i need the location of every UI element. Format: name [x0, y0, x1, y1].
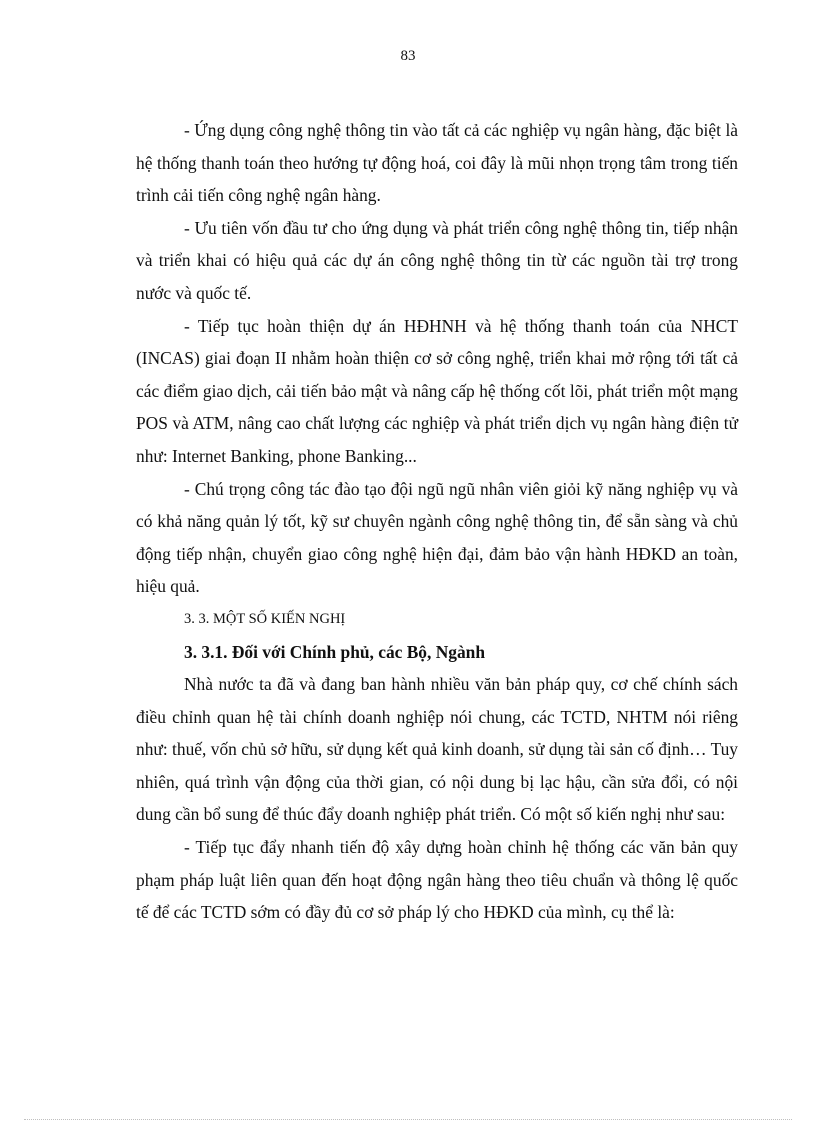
paragraph-recommendation: - Tiếp tục đẩy nhanh tiến độ xây dựng hoàn chỉnh hệ thống các văn bản quy phạm pháp luật liên quan đến hoạt động ngân hàng theo tiêu chuẩn và thông lệ quốc tế để các TCTD sớm có đầy đủ cơ sở pháp lý cho HĐKD của mình, cụ thể là:	[136, 837, 738, 923]
subsection-heading: 3. 3.1. Đối với Chính phủ, các Bộ, Ngành	[184, 641, 485, 662]
paragraph-legal-framework: Nhà nước ta đã và đang ban hành nhiều văn bản pháp quy, cơ chế chính sách điều chỉnh quan hệ tài chính doanh nghiệp nói chung, các TCTD, NHTM nói riêng như: thuế, vốn chủ sở hữu, sử dụng kết quả kinh doanh, sử dụng tài sản cố định… Tuy nhiên, quá trình vận động của thời gian, có nội dung bị lạc hậu, cần sửa đổi, có nội dung cần bổ sung để thúc đẩy doanh nghiệp phát triển. Có một số kiến nghị như sau:	[136, 674, 738, 825]
page-bottom-divider	[24, 1119, 792, 1120]
paragraph-it-application: - Ứng dụng công nghệ thông tin vào tất cả các nghiệp vụ ngân hàng, đặc biệt là hệ thống thanh toán theo hướng tự động hoá, coi đây là mũi nhọn trọng tâm trong tiến trình cải tiến công nghệ ngân hàng.	[136, 120, 738, 206]
paragraph-incas-project: - Tiếp tục hoàn thiện dự án HĐHNH và hệ thống thanh toán của NHCT (INCAS) giai đoạn II nhằm hoàn thiện cơ sở công nghệ, triển khai mở rộng tới tất cả các điểm giao dịch, cải tiến bảo mật và nâng cấp hệ thống cốt lõi, phát triển một mạng POS và ATM, nâng cao chất lượng các nghiệp và phát triển dịch vụ ngân hàng điện tử như: Internet Banking, phone Banking...	[136, 315, 738, 466]
paragraph-staff-training: - Chú trọng công tác đào tạo đội ngũ ngũ nhân viên giỏi kỹ năng nghiệp vụ và có khả năng quản lý tốt, kỹ sư chuyên ngành công nghệ thông tin, để sẵn sàng và chủ động tiếp nhận, chuyển giao công nghệ hiện đại, đảm bảo vận hành HĐKD an toàn, hiệu quả.	[136, 478, 738, 597]
page-number: 83	[400, 48, 416, 64]
section-heading: 3. 3. MỘT SỐ KIẾN NGHỊ	[184, 610, 346, 627]
paragraph-investment-priority: - Ưu tiên vốn đầu tư cho ứng dụng và phát triển công nghệ thông tin, tiếp nhận và triển khai có hiệu quả các dự án công nghệ thông tin từ các nguồn tài trợ trong nước và quốc tế.	[136, 217, 738, 303]
document-body	[136, 114, 738, 929]
